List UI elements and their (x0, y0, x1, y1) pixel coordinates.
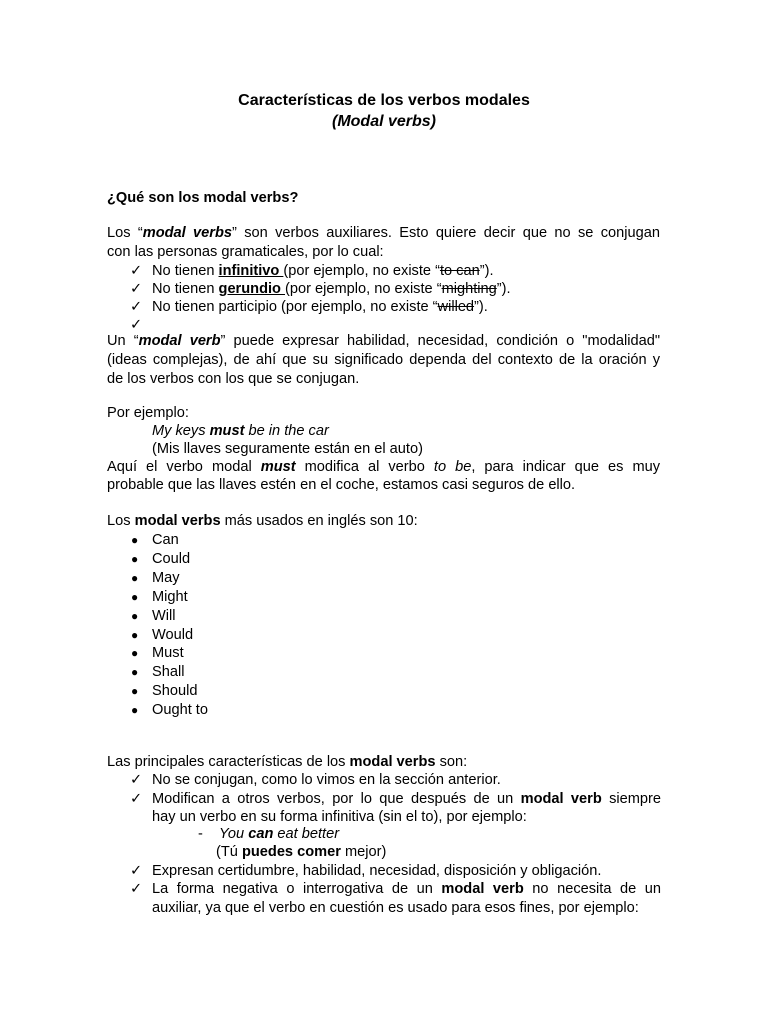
list-item: Will (152, 608, 176, 624)
document-subtitle: (Modal verbs) (331, 113, 436, 130)
characteristics-intro: Las principales características de los modal verbs son: (107, 754, 468, 770)
intro-line-1: Los “modal verbs” son verbos auxiliares. Esto quiere decir que no se conjugan (107, 225, 660, 241)
check-item-negative-line-2: auxiliar, ya que el verbo en cuestión es usado para esos fines, por ejemplo: (152, 900, 639, 916)
bullet-icon: ● (131, 571, 139, 585)
check-icon: ✓ (130, 881, 143, 897)
check-item-modify-line-2: hay un verbo en su forma infinitiva (sin el to), por ejemplo: (152, 809, 527, 825)
example-english: My keys must be in the car (152, 423, 329, 439)
modal-verb-para-line-2: (ideas complejas), de ahí que su significado dependa del contexto de la oración y (107, 352, 660, 368)
check-item-negative-line-1: La forma negativa o interrogativa de un modal verb no necesita de un (152, 881, 661, 897)
list-item: Might (152, 589, 188, 605)
bullet-icon: ● (131, 703, 139, 717)
check-item-modify-line-1: Modifican a otros verbos, por lo que después de un modal verb siempre (152, 791, 661, 807)
bullet-icon: ● (131, 684, 139, 698)
modal-verb-para-line-3: de los verbos con los que se conjugan. (107, 371, 360, 387)
bullet-icon: ● (131, 609, 139, 623)
dash-marker: - (198, 826, 203, 842)
section-heading: ¿Qué son los modal verbs? (107, 190, 299, 206)
bullet-icon: ● (131, 590, 139, 604)
check-item-gerund: No tienen gerundio (por ejemplo, no existe “mighting”). (152, 281, 511, 297)
example-can-translation: (Tú puedes comer mejor) (216, 844, 387, 860)
intro-line-2: con las personas gramaticales, por lo cual: (107, 244, 384, 260)
modal-list-intro: Los modal verbs más usados en inglés son 10: (107, 513, 418, 529)
check-item-participle: No tienen participio (por ejemplo, no existe “willed”). (152, 299, 488, 315)
document-title: Características de los verbos modales (238, 92, 530, 109)
list-item: Would (152, 627, 194, 643)
check-icon: ✓ (130, 281, 143, 297)
example-explanation-line-1: Aquí el verbo modal must modifica al verbo to be, para indicar que es muy (107, 459, 661, 475)
list-item: Must (152, 645, 184, 661)
check-item-infinitive: No tienen infinitivo (por ejemplo, no existe “to can”). (152, 263, 494, 279)
list-item: Can (152, 532, 179, 548)
list-item: Could (152, 551, 191, 567)
check-icon: ✓ (130, 772, 143, 788)
check-icon: ✓ (130, 317, 143, 333)
bullet-icon: ● (131, 665, 139, 679)
modal-verb-para-line-1: Un “modal verb” puede expresar habilidad, necesidad, condición o "modalidad" (107, 333, 660, 349)
list-item: Should (152, 683, 198, 699)
check-item-express: Expresan certidumbre, habilidad, necesidad, disposición y obligación. (152, 863, 602, 879)
list-item: Ought to (152, 702, 208, 718)
check-icon: ✓ (130, 863, 143, 879)
example-can: You can eat better (219, 826, 340, 842)
check-icon: ✓ (130, 263, 143, 279)
bullet-icon: ● (131, 628, 139, 642)
list-item: Shall (152, 664, 185, 680)
check-icon: ✓ (130, 791, 143, 807)
bullet-icon: ● (131, 552, 139, 566)
bullet-icon: ● (131, 533, 139, 547)
example-spanish: (Mis llaves seguramente están en el auto) (152, 441, 423, 457)
example-explanation-line-2: probable que las llaves estén en el coche, estamos casi seguros de ello. (107, 477, 576, 493)
check-icon: ✓ (130, 299, 143, 315)
check-item-no-conjugation: No se conjugan, como lo vimos en la sección anterior. (152, 772, 501, 788)
example-label: Por ejemplo: (107, 405, 189, 421)
bullet-icon: ● (131, 646, 139, 660)
list-item: May (152, 570, 180, 586)
